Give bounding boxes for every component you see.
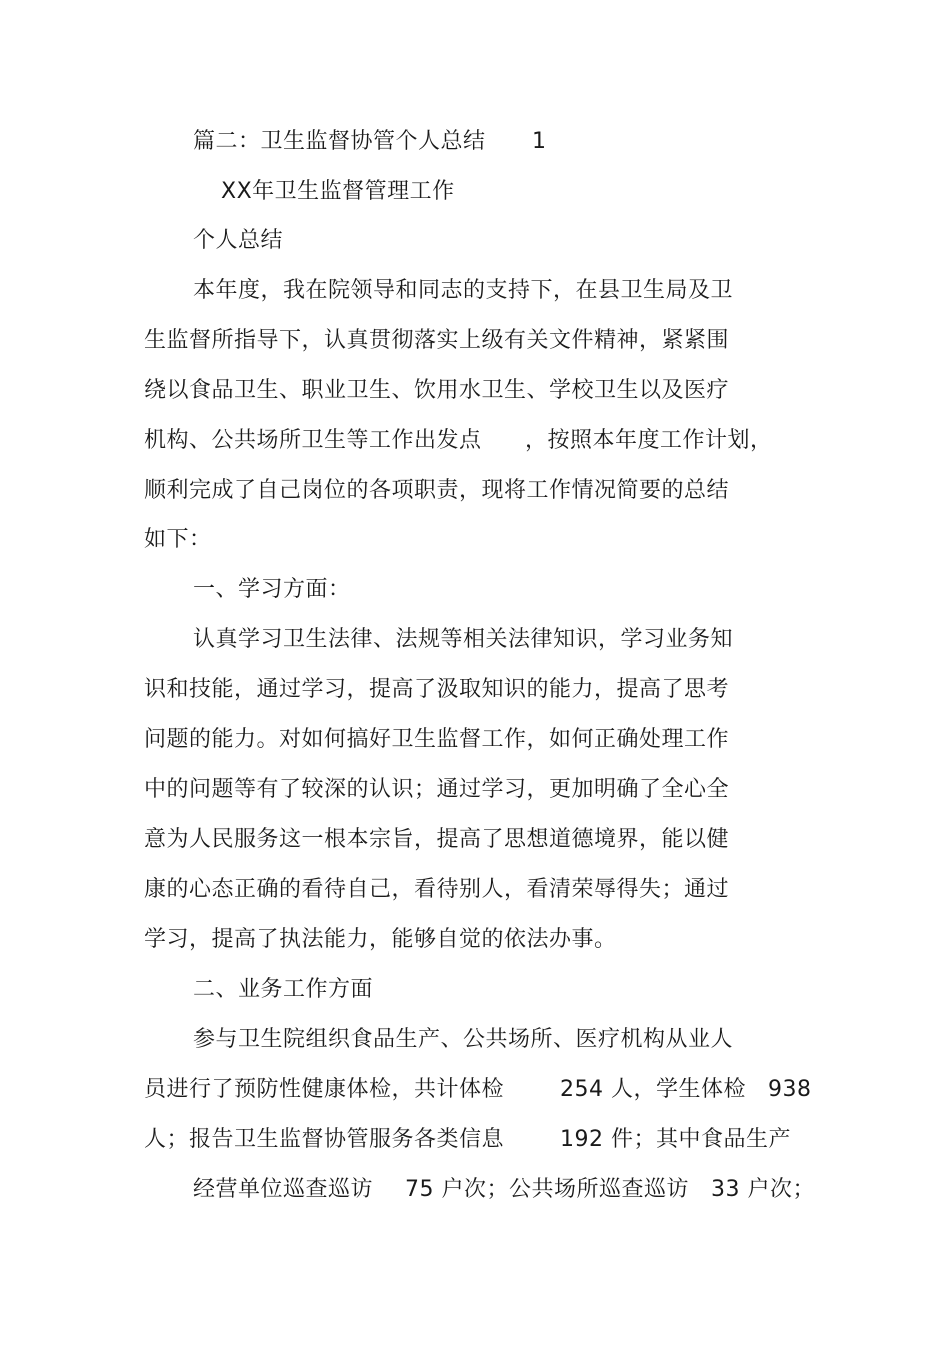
- business-paragraph-line: 经营单位巡查巡访: [193, 1177, 374, 1202]
- study-paragraph-line: 学习，提高了执法能力，能够自觉的依法办事。: [144, 927, 617, 952]
- intro-line-continued: ，按照本年度工作计划，: [525, 428, 773, 453]
- document-subtitle: XX年卫生监督管理工作: [221, 179, 455, 204]
- study-paragraph-line: 识和技能，通过学习，提高了汲取知识的能力，提高了思考: [144, 677, 730, 702]
- heading-number: 1: [532, 129, 547, 154]
- intro-line: 如下：: [144, 527, 212, 552]
- food-inspection-count: 75 户次；公共场所巡查巡访: [405, 1177, 689, 1202]
- study-paragraph-line: 中的问题等有了较深的认识；通过学习，更加明确了全心全: [144, 777, 730, 802]
- business-paragraph-line: 员进行了预防性健康体检，共计体检: [144, 1077, 505, 1102]
- intro-line: 绕以食品卫生、职业卫生、饮用水卫生、学校卫生以及医疗: [144, 378, 730, 403]
- section-heading-business: 二、业务工作方面: [193, 977, 374, 1002]
- document-subtitle-continued: 个人总结: [193, 228, 284, 253]
- study-paragraph-line: 意为人民服务这一根本宗旨，提高了思想道德境界，能以健: [144, 827, 730, 852]
- public-place-inspection-count: 33 户次；: [711, 1177, 815, 1202]
- student-checkup-count: 938: [768, 1077, 812, 1102]
- document-heading: 篇二：卫生监督协管个人总结: [193, 129, 486, 154]
- section-heading-study: 一、学习方面：: [193, 577, 351, 602]
- business-paragraph-line: 参与卫生院组织食品生产、公共场所、医疗机构从业人: [193, 1027, 734, 1052]
- intro-line: 顺利完成了自己岗位的各项职责，现将工作情况简要的总结: [144, 478, 730, 503]
- intro-line: 本年度，我在院领导和同志的支持下，在县卫生局及卫: [193, 278, 734, 303]
- intro-line: 机构、公共场所卫生等工作出发点: [144, 428, 482, 453]
- report-count: 192 件；其中食品生产: [560, 1127, 791, 1152]
- study-paragraph-line: 问题的能力。对如何搞好卫生监督工作，如何正确处理工作: [144, 727, 730, 752]
- intro-line: 生监督所指导下，认真贯彻落实上级有关文件精神，紧紧围: [144, 328, 730, 353]
- business-paragraph-line: 人；报告卫生监督协管服务各类信息: [144, 1127, 505, 1152]
- study-paragraph-line: 康的心态正确的看待自己，看待别人，看清荣辱得失；通过: [144, 877, 730, 902]
- study-paragraph-line: 认真学习卫生法律、法规等相关法律知识，学习业务知: [193, 627, 734, 652]
- checkup-count: 254 人，学生体检: [560, 1077, 746, 1102]
